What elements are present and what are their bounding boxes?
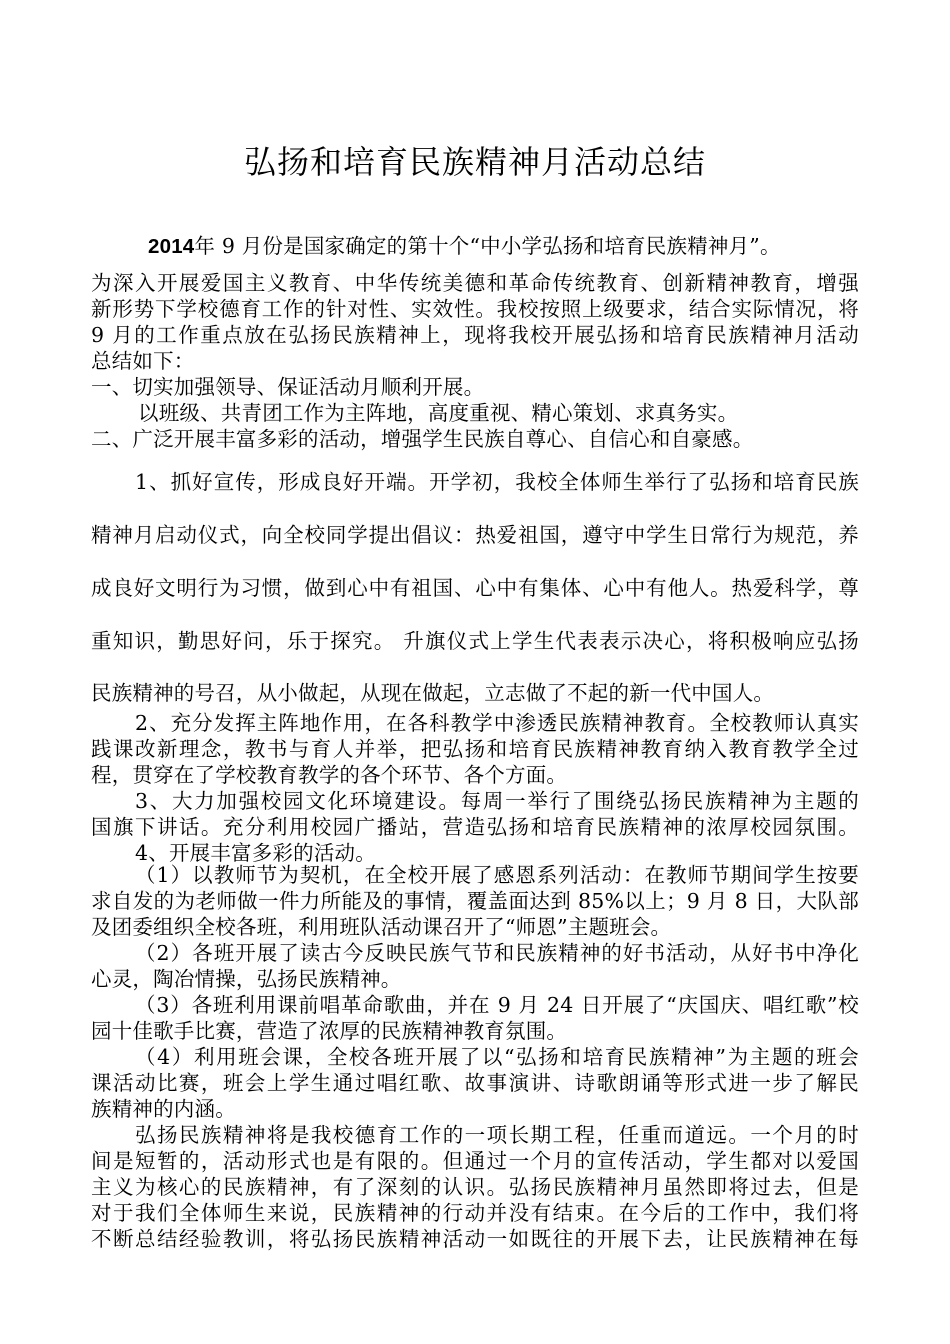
- paragraph-line: 民族精神的号召，从小做起，从现在做起，立志做了不起的新一代中国人。: [91, 681, 775, 705]
- paragraph-line: 国旗下讲话。充分利用校园广播站，营造弘扬和培育民族精神的浓厚校园氛围。: [91, 815, 859, 839]
- section-heading: 一、切实加强领导、保证活动月顺利开展。: [91, 375, 485, 399]
- document-title: 弘扬和培育民族精神月活动总结: [243, 143, 706, 181]
- paragraph-line: 以班级、共青团工作为主阵地，高度重视、精心策划、求真务实。: [138, 401, 739, 425]
- paragraph-line: 不断总结经验教训，将弘扬民族精神活动一如既往的开展下去，让民族精神在每: [91, 1227, 859, 1251]
- paragraph-line: 新形势下学校德育工作的针对性、实效性。我校按照上级要求，结合实际情况，将: [91, 297, 859, 321]
- paragraph-line: 求自发的为老师做一件力所能及的事情，覆盖面达到 85%以上；9 月 8 日，大队部: [91, 889, 859, 913]
- paragraph-line: 重知识，勤思好问，乐于探究。 升旗仪式上学生代表表示决心，将积极响应弘扬: [91, 629, 859, 653]
- paragraph-line: 心灵，陶冶情操，弘扬民族精神。: [91, 967, 402, 991]
- section-heading: 二、广泛开展丰富多彩的活动，增强学生民族自尊心、自信心和自豪感。: [91, 427, 754, 451]
- intro-year: 2014: [148, 235, 195, 258]
- paragraph-line: 为深入开展爱国主义教育、中华传统美德和革命传统教育、创新精神教育，增强: [91, 271, 859, 295]
- paragraph-line: 9 月的工作重点放在弘扬民族精神上，现将我校开展弘扬和培育民族精神月活动: [91, 323, 859, 347]
- paragraph-line: 弘扬民族精神将是我校德育工作的一项长期工程，任重而道远。一个月的时: [135, 1123, 859, 1147]
- paragraph-line: （3）各班利用课前唱革命歌曲，并在 9 月 24 日开展了“庆国庆、唱红歌”校: [135, 993, 859, 1017]
- paragraph-line: 园十佳歌手比赛，营造了浓厚的民族精神教育氛围。: [91, 1019, 568, 1043]
- intro-rest: 年 9 月份是国家确定的第十个“中小学弘扬和培育民族精神月”。: [194, 234, 781, 258]
- paragraph-line: （1）以教师节为契机，在全校开展了感恩系列活动：在教师节期间学生按要: [135, 863, 859, 887]
- paragraph-line: 主义为核心的民族精神，有了深刻的认识。弘扬民族精神月虽然即将过去，但是: [91, 1175, 859, 1199]
- paragraph-line: 成良好文明行为习惯，做到心中有祖国、心中有集体、心中有他人。热爱科学，尊: [91, 576, 859, 600]
- paragraph-line: 及团委组织全校各班，利用班队活动课召开了“师恩”主题班会。: [91, 915, 672, 939]
- paragraph-line: 程，贯穿在了学校教育教学的各个环节、各个方面。: [91, 763, 568, 787]
- paragraph-line: （2）各班开展了读古今反映民族气节和民族精神的好书活动，从好书中净化: [135, 941, 859, 965]
- paragraph-line: 族精神的内涵。: [91, 1097, 236, 1121]
- paragraph-line: 4、开展丰富多彩的活动。: [135, 841, 376, 865]
- paragraph-line: 1、抓好宣传，形成良好开端。开学初，我校全体师生举行了弘扬和培育民族: [135, 470, 859, 494]
- paragraph-line: （4）利用班会课，全校各班开展了以“弘扬和培育民族精神”为主题的班会: [135, 1045, 859, 1069]
- intro-line: [148, 233, 781, 260]
- paragraph-line: 践课改新理念，教书与育人并举，把弘扬和培育民族精神教育纳入教育教学全过: [91, 737, 859, 761]
- paragraph-line: 对于我们全体师生来说，民族精神的行动并没有结束。在今后的工作中，我们将: [91, 1201, 859, 1225]
- paragraph-line: 间是短暂的，活动形式也是有限的。但通过一个月的宣传活动，学生都对以爱国: [91, 1149, 859, 1173]
- paragraph-line: 总结如下：: [91, 349, 195, 373]
- paragraph-line: 3、大力加强校园文化环境建设。每周一举行了围绕弘扬民族精神为主题的: [135, 789, 859, 813]
- paragraph-line: 2、充分发挥主阵地作用，在各科教学中渗透民族精神教育。全校教师认真实: [135, 711, 859, 735]
- paragraph-line: 课活动比赛，班会上学生通过唱红歌、故事演讲、诗歌朗诵等形式进一步了解民: [91, 1071, 859, 1095]
- paragraph-line: 精神月启动仪式，向全校同学提出倡议：热爱祖国，遵守中学生日常行为规范，养: [91, 523, 859, 547]
